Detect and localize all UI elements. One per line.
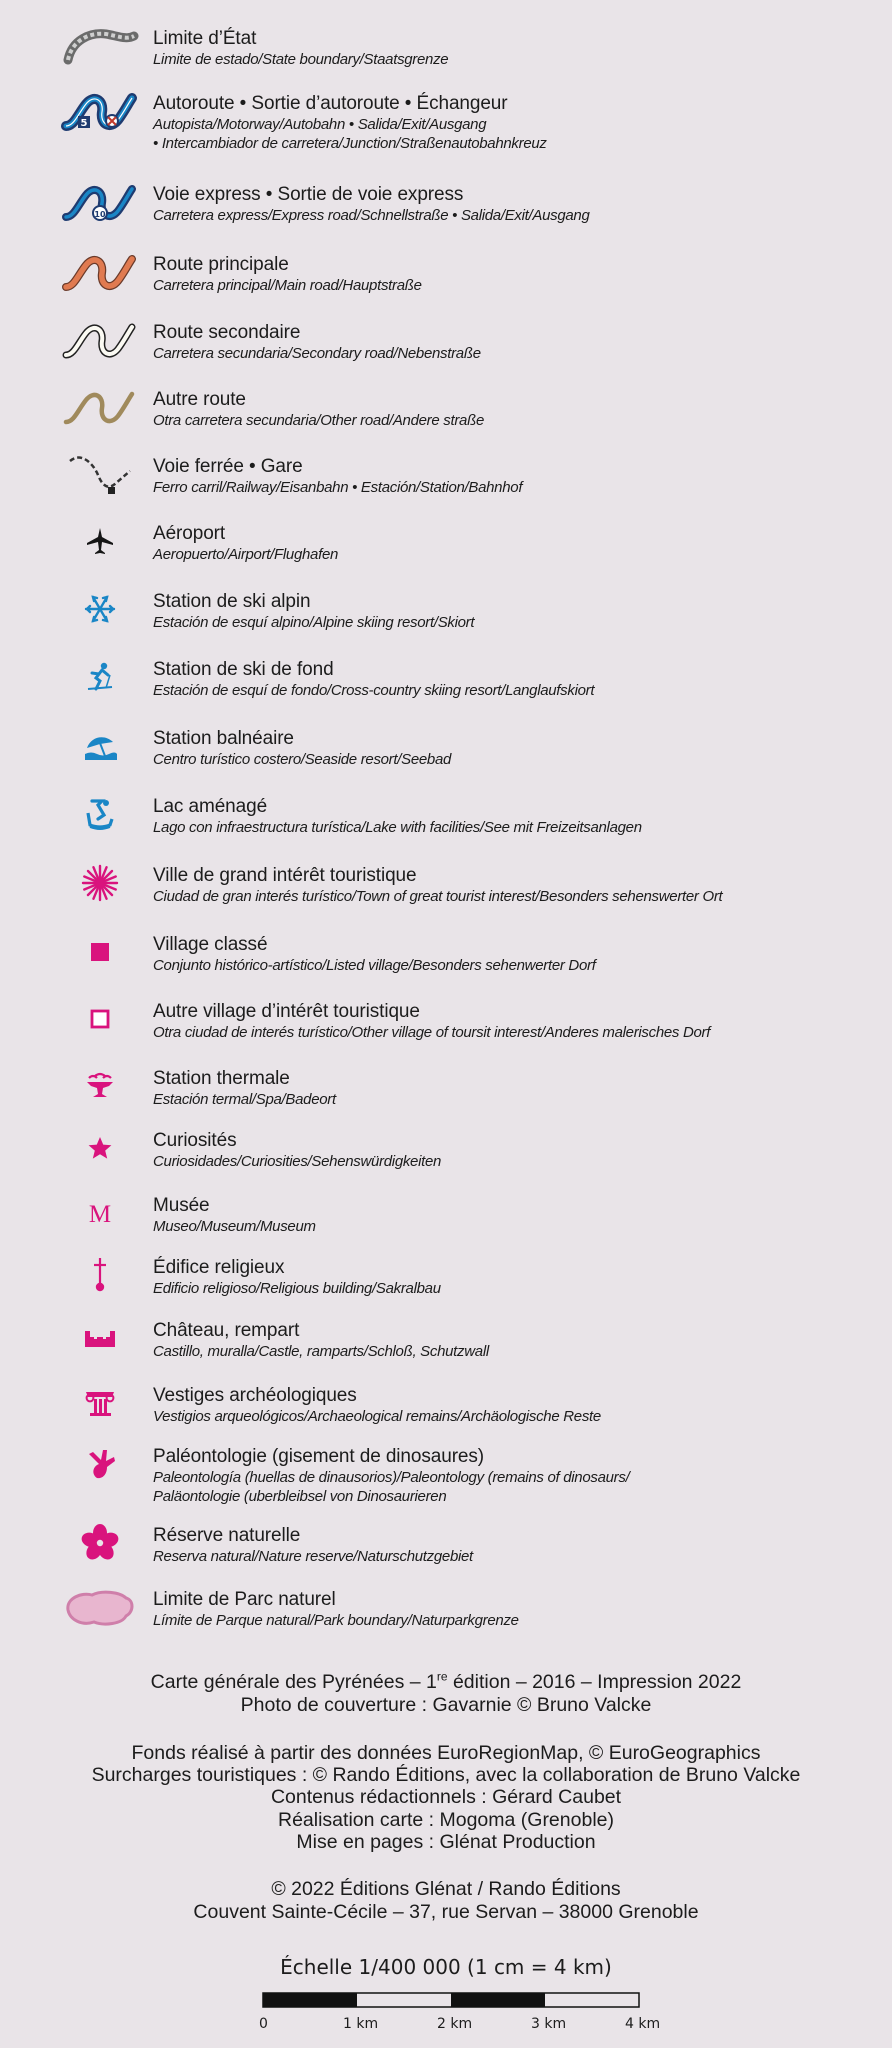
legend-subtitle: Ferro carril/Railway/Eisanbahn • Estación/Station/Bahnhof [153, 479, 523, 496]
scale-label: 4 km [625, 2016, 661, 2032]
edition-line [0, 1671, 892, 1693]
legend-title: Station balnéaire [153, 728, 294, 749]
legend-subtitle: Reserva natural/Nature reserve/Naturschutzgebiet [153, 1548, 473, 1565]
legend-text [153, 865, 722, 906]
legend-title: Vestiges archéologiques [153, 1385, 357, 1406]
legend-title: Autre route [153, 389, 246, 410]
main-road-icon [50, 240, 150, 304]
legend-text [153, 1195, 316, 1236]
legend-subtitle: Carretera secundaria/Secondary road/Nebenstraße [153, 345, 481, 362]
express-exit-number: 10 [94, 210, 106, 219]
legend-subtitle: Museo/Museum/Museum [153, 1218, 316, 1235]
legend-text [153, 93, 547, 153]
address-line: Couvent Sainte-Cécile – 37, rue Servan – 38000 Grenoble [193, 1901, 699, 1923]
dinosaur-footprint-icon [50, 1432, 150, 1496]
legend-subtitle: Paläontologie (uberbleibsel von Dinosaurieren [153, 1488, 447, 1505]
scale-label: 2 km [437, 2016, 473, 2032]
legend-title: Route secondaire [153, 322, 301, 343]
railway-icon [50, 442, 150, 506]
flower-icon [50, 1511, 150, 1575]
legend-title: Village classé [153, 934, 268, 955]
legend-subtitle: Limite de estado/State boundary/Staatsgrenze [153, 51, 449, 68]
legend-text [153, 1320, 489, 1361]
lake-facilities-icon [50, 782, 150, 846]
overlay-credit: Surcharges touristiques : © Rando Éditions, avec la collaboration de Bruno Valcke [91, 1764, 801, 1786]
legend-subtitle: Carretera express/Express road/Schnellstraße • Salida/Exit/Ausgang [153, 207, 590, 224]
legend-title: Autre village d’intérêt touristique [153, 1001, 420, 1022]
legend-text [153, 389, 484, 430]
legend-text [153, 1130, 441, 1171]
legend-subtitle: Aeropuerto/Airport/Flughafen [153, 546, 339, 563]
legend-title: Curiosités [153, 1130, 237, 1151]
legend-subtitle: Estación de esquí de fondo/Cross-country skiing resort/Langlaufskiort [153, 682, 595, 699]
legend-title: Limite de Parc naturel [153, 1589, 336, 1610]
scale-label: 1 km [343, 2016, 379, 2032]
base-data-credit: Fonds réalisé à partir des données EuroRegionMap, © EuroGeographics [131, 1742, 761, 1764]
scale-label: 3 km [531, 2016, 567, 2032]
legend-text [153, 1525, 473, 1566]
legend-text [153, 591, 474, 632]
legend-subtitle: Estación de esquí alpino/Alpine skiing resort/Skiort [153, 614, 475, 631]
legend-title: Route principale [153, 254, 289, 275]
legend-subtitle: Lago con infraestructura turística/Lake with facilities/See mit Freizeitsanlagen [153, 819, 642, 836]
edition-superscript: re [436, 1669, 448, 1684]
legend-text [153, 322, 481, 363]
legend-text [153, 28, 448, 69]
motorway-icon [50, 79, 150, 143]
seaside-resort-icon [50, 714, 150, 778]
legend-text [153, 523, 338, 564]
star-icon [50, 1116, 150, 1180]
legend-subtitle: Curiosidades/Curiosities/Sehenswürdigkeiten [153, 1153, 442, 1170]
legend-text [153, 184, 590, 225]
cross-country-skier-icon [50, 645, 150, 709]
legend-text [153, 659, 594, 700]
legend-subtitle: Centro turístico costero/Seaside resort/Seebad [153, 751, 452, 768]
legend-subtitle: Estación termal/Spa/Badeort [153, 1091, 336, 1108]
legend-title: Aéroport [153, 523, 226, 544]
castle-icon [50, 1306, 150, 1370]
museum-icon [50, 1181, 150, 1245]
legend-subtitle: Castillo, muralla/Castle, ramparts/Schloß, Schutzwall [153, 1343, 489, 1360]
legend-title: Ville de grand intérêt touristique [153, 865, 417, 886]
legend-title: Réserve naturelle [153, 1525, 301, 1546]
legend-subtitle: Carretera principal/Main road/Hauptstraße [153, 277, 422, 294]
legend-text [153, 1257, 441, 1298]
content-credit: Contenus rédactionnels : Gérard Caubet [270, 1786, 622, 1808]
edition-text: Carte générale des Pyrénées – 1 [150, 1671, 437, 1693]
legend-title: Édifice religieux [153, 1257, 285, 1278]
religious-building-icon [50, 1243, 150, 1307]
park-boundary-icon [50, 1575, 150, 1639]
legend-subtitle: Ciudad de gran interés turístico/Town of great tourist interest/Besonders sehenswerter Ort [153, 888, 723, 905]
column-icon [50, 1371, 150, 1435]
legend-row [0, 1589, 892, 1653]
legend-title: Autoroute • Sortie d’autoroute • Échangeur [153, 93, 508, 114]
legend-subtitle: Límite de Parque natural/Park boundary/Naturparkgrenze [153, 1612, 519, 1629]
snowflake-icon [50, 577, 150, 641]
legend-subtitle: Otra carretera secundaria/Other road/Andere straße [153, 412, 484, 429]
legend-title: Station de ski de fond [153, 659, 334, 680]
other-road-icon [50, 375, 150, 439]
legend-subtitle: Conjunto histórico-artístico/Listed village/Besonders sehenwerter Dorf [153, 957, 596, 974]
legend-text [153, 1446, 629, 1506]
cover-photo-credit: Photo de couverture : Gavarnie © Bruno Valcke [240, 1694, 652, 1716]
legend-title: Paléontologie (gisement de dinosaures) [153, 1446, 485, 1467]
legend-text [153, 254, 422, 295]
express-road-icon [50, 170, 150, 234]
legend-text [153, 934, 596, 975]
state-boundary-icon [50, 14, 150, 78]
museum-letter: M [88, 1201, 112, 1228]
thermal-spa-icon [50, 1054, 150, 1118]
motorway-exit-number: 5 [80, 118, 88, 129]
legend-title: Château, rempart [153, 1320, 300, 1341]
legend-subtitle: Paleontología (huellas de dinausorios)/Paleontology (remains of dinosaurs/ [153, 1469, 630, 1486]
legend-subtitle: Otra ciudad de interés turístico/Other village of toursit interest/Anderes malerisches Dorf [153, 1024, 711, 1041]
legend-text [153, 796, 642, 837]
legend-title: Musée [153, 1195, 210, 1216]
copyright-line: © 2022 Éditions Glénat / Rando Éditions [271, 1878, 621, 1900]
legend-title: Station de ski alpin [153, 591, 311, 612]
legend-row [0, 93, 892, 157]
legend-text [153, 456, 522, 497]
scale-title: Échelle 1/400 000 (1 cm = 4 km) [280, 1955, 612, 1979]
legend-subtitle: Edificio religioso/Religious building/Sakralbau [153, 1280, 441, 1297]
secondary-road-icon [50, 308, 150, 372]
outline-square-icon [50, 987, 150, 1051]
edition-text-end: édition – 2016 – Impression 2022 [447, 1671, 742, 1693]
legend-text [153, 1385, 601, 1426]
legend-text [153, 1589, 519, 1630]
legend-text [153, 728, 451, 769]
legend-subtitle: Vestigios arqueológicos/Archaeological remains/Archäologische Reste [153, 1408, 601, 1425]
scale-bar [262, 1992, 640, 2012]
legend-row [0, 184, 892, 248]
airplane-icon [50, 509, 150, 573]
legend-subtitle: • Intercambiador de carretera/Junction/Straßenautobahnkreuz [153, 135, 547, 152]
filled-square-icon [50, 920, 150, 984]
legend-title: Lac aménagé [153, 796, 268, 817]
cartography-credit: Réalisation carte : Mogoma (Grenoble) [278, 1809, 614, 1831]
legend-title: Station thermale [153, 1068, 290, 1089]
legend-text [153, 1001, 710, 1042]
legend-subtitle: Autopista/Motorway/Autobahn • Salida/Exit/Ausgang [153, 116, 487, 133]
legend-text [153, 1068, 336, 1109]
scale-label: 0 [259, 2016, 268, 2032]
legend-title: Limite d’État [153, 28, 257, 49]
legend-row [0, 1446, 892, 1510]
legend-title: Voie ferrée • Gare [153, 456, 303, 477]
layout-credit: Mise en pages : Glénat Production [296, 1831, 596, 1853]
legend-title: Voie express • Sortie de voie express [153, 184, 464, 205]
starburst-icon [50, 851, 150, 915]
